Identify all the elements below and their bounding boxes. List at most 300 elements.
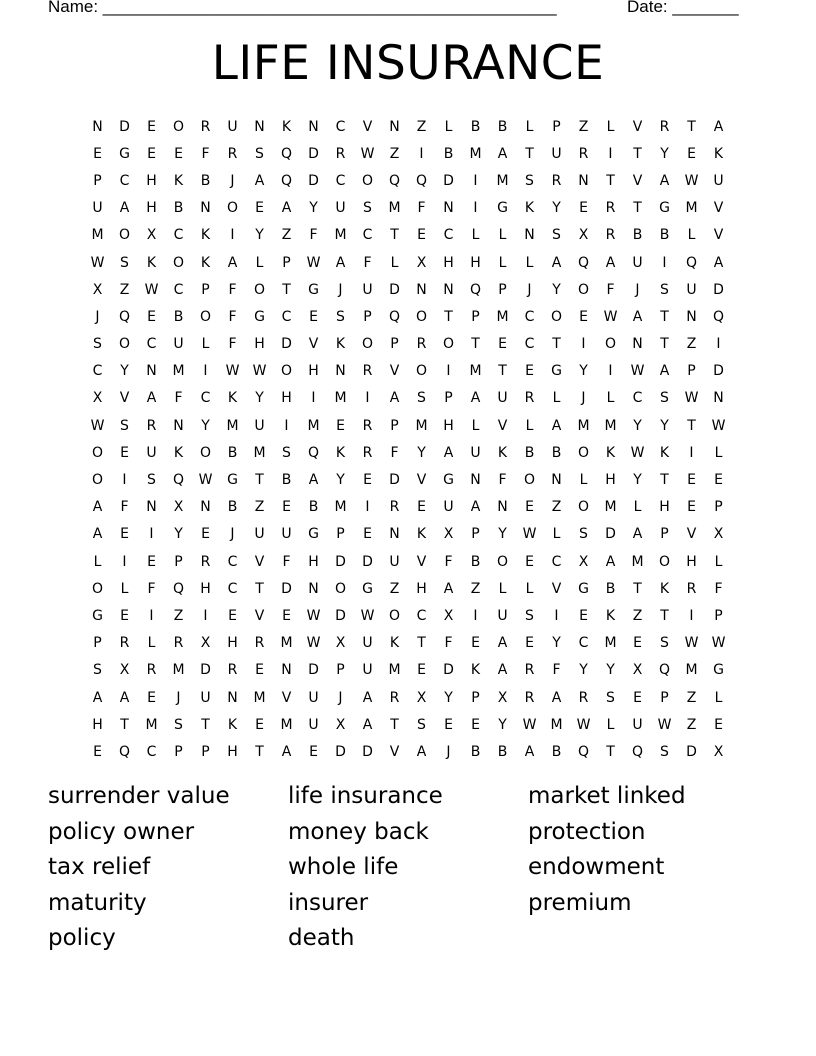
grid-letter: K bbox=[659, 580, 670, 597]
word-list-item: money back bbox=[288, 818, 429, 845]
grid-letter: M bbox=[685, 200, 698, 217]
grid-letter: J bbox=[635, 281, 640, 298]
grid-letter: B bbox=[470, 553, 481, 570]
grid-letter: C bbox=[146, 336, 157, 353]
grid-letter: S bbox=[363, 200, 372, 217]
grid-letter: U bbox=[632, 254, 643, 271]
grid-letter: M bbox=[469, 363, 482, 380]
grid-letter: E bbox=[255, 662, 264, 679]
grid-letter: E bbox=[93, 145, 102, 162]
grid-letter: E bbox=[687, 472, 696, 489]
grid-letter: O bbox=[253, 281, 266, 298]
grid-letter: V bbox=[362, 118, 373, 135]
page-title: LIFE INSURANCE bbox=[211, 36, 605, 91]
grid-letter: Q bbox=[685, 254, 698, 271]
grid-letter: E bbox=[93, 743, 102, 760]
grid-letter: A bbox=[281, 743, 292, 760]
grid-letter: E bbox=[687, 145, 696, 162]
grid-letter: S bbox=[660, 743, 669, 760]
grid-letter: C bbox=[578, 635, 589, 652]
grid-letter: Y bbox=[633, 472, 642, 489]
grid-letter: L bbox=[498, 580, 507, 597]
grid-letter: A bbox=[227, 254, 238, 271]
grid-letter: O bbox=[91, 444, 104, 461]
grid-letter: F bbox=[147, 580, 156, 597]
grid-letter: N bbox=[308, 118, 319, 135]
grid-letter: K bbox=[389, 635, 400, 652]
name-field-label: Name: ________________________________________________ bbox=[48, 0, 557, 16]
grid-letter: P bbox=[471, 308, 480, 325]
grid-letter: L bbox=[525, 417, 534, 434]
grid-letter: P bbox=[687, 363, 696, 380]
grid-letter: W bbox=[306, 607, 321, 624]
grid-letter: V bbox=[551, 580, 562, 597]
grid-letter: A bbox=[713, 118, 724, 135]
grid-letter: L bbox=[525, 254, 534, 271]
header bbox=[48, 0, 748, 17]
grid-letter: N bbox=[389, 526, 400, 543]
grid-letter: G bbox=[713, 662, 724, 679]
grid-letter: A bbox=[443, 444, 454, 461]
grid-letter: Q bbox=[280, 172, 293, 189]
grid-letter: O bbox=[442, 336, 455, 353]
grid-letter: E bbox=[120, 526, 129, 543]
grid-letter: O bbox=[91, 580, 104, 597]
grid-letter: A bbox=[389, 390, 400, 407]
grid-letter: P bbox=[471, 526, 480, 543]
grid-letter: U bbox=[308, 716, 319, 733]
grid-letter: L bbox=[579, 472, 588, 489]
grid-letter: M bbox=[550, 716, 563, 733]
grid-letter: E bbox=[417, 499, 426, 516]
grid-letter: I bbox=[203, 363, 208, 380]
grid-letter: C bbox=[632, 390, 643, 407]
grid-letter: M bbox=[415, 417, 428, 434]
grid-letter: M bbox=[388, 200, 401, 217]
grid-letter: T bbox=[660, 472, 669, 489]
grid-letter: A bbox=[659, 363, 670, 380]
word-list-item: whole life bbox=[288, 854, 399, 881]
grid-letter: T bbox=[390, 716, 399, 733]
grid-letter: B bbox=[632, 227, 643, 244]
grid-letter: L bbox=[606, 118, 615, 135]
grid-letter: V bbox=[632, 172, 643, 189]
grid-letter: U bbox=[254, 417, 265, 434]
grid-letter: T bbox=[660, 607, 669, 624]
grid-letter: Y bbox=[660, 145, 669, 162]
grid-letter: S bbox=[660, 281, 669, 298]
grid-letter: G bbox=[659, 200, 670, 217]
grid-letter: T bbox=[633, 200, 642, 217]
grid-letter: Z bbox=[578, 118, 589, 135]
grid-letter: V bbox=[632, 118, 643, 135]
grid-letter: P bbox=[174, 553, 183, 570]
grid-letter: Z bbox=[470, 580, 481, 597]
grid-letter: I bbox=[662, 254, 667, 271]
grid-letter: J bbox=[338, 281, 343, 298]
grid-letter: W bbox=[90, 417, 105, 434]
grid-letter: A bbox=[551, 689, 562, 706]
grid-letter: S bbox=[417, 716, 426, 733]
grid-letter: C bbox=[551, 553, 562, 570]
grid-letter: W bbox=[360, 145, 375, 162]
grid-letter: W bbox=[198, 472, 213, 489]
grid-letter: E bbox=[147, 145, 156, 162]
grid-letter: E bbox=[282, 607, 291, 624]
grid-letter: Z bbox=[254, 499, 265, 516]
grid-letter: P bbox=[363, 308, 372, 325]
grid-letter: O bbox=[523, 472, 536, 489]
grid-letter: X bbox=[146, 227, 157, 244]
grid-letter: I bbox=[365, 499, 370, 516]
grid-letter: M bbox=[172, 363, 185, 380]
grid-letter: M bbox=[253, 689, 266, 706]
grid-letter: U bbox=[497, 390, 508, 407]
grid-letter: F bbox=[444, 635, 453, 652]
grid-letter: X bbox=[578, 553, 589, 570]
grid-letter: K bbox=[605, 444, 616, 461]
grid-letter: K bbox=[659, 444, 670, 461]
grid-letter: N bbox=[200, 200, 211, 217]
grid-letter: V bbox=[119, 390, 130, 407]
grid-letter: M bbox=[496, 308, 509, 325]
grid-letter: A bbox=[92, 526, 103, 543]
grid-letter: G bbox=[443, 472, 454, 489]
grid-letter: D bbox=[335, 553, 346, 570]
grid-letter: K bbox=[470, 662, 481, 679]
grid-letter: R bbox=[524, 689, 535, 706]
grid-letter: R bbox=[524, 390, 535, 407]
grid-letter: D bbox=[308, 662, 319, 679]
grid-letter: T bbox=[660, 308, 669, 325]
grid-letter: U bbox=[362, 662, 373, 679]
grid-letter: S bbox=[174, 716, 183, 733]
grid-letter: C bbox=[146, 743, 157, 760]
grid-letter: M bbox=[334, 499, 347, 516]
grid-letter: O bbox=[334, 580, 347, 597]
grid-letter: P bbox=[336, 526, 345, 543]
grid-letter: V bbox=[713, 200, 724, 217]
grid-letter: D bbox=[389, 281, 400, 298]
grid-letter: B bbox=[551, 743, 562, 760]
grid-letter: Y bbox=[660, 417, 669, 434]
grid-letter: R bbox=[362, 417, 373, 434]
grid-row bbox=[84, 167, 732, 194]
grid-letter: I bbox=[203, 607, 208, 624]
word-list-item: endowment bbox=[528, 854, 665, 881]
grid-letter: Z bbox=[632, 607, 643, 624]
word-list-item: life insurance bbox=[288, 783, 443, 809]
grid-letter: Z bbox=[416, 118, 427, 135]
grid-letter: I bbox=[608, 145, 613, 162]
grid-letter: P bbox=[93, 172, 102, 189]
grid-letter: X bbox=[92, 390, 103, 407]
grid-letter: N bbox=[632, 336, 643, 353]
grid-letter: D bbox=[686, 743, 697, 760]
grid-letter: G bbox=[551, 363, 562, 380]
word-list-column bbox=[288, 779, 528, 957]
grid-letter: Y bbox=[579, 363, 588, 380]
grid-letter: R bbox=[524, 662, 535, 679]
grid-letter: C bbox=[227, 553, 238, 570]
grid-letter: B bbox=[227, 499, 238, 516]
grid-letter: P bbox=[390, 336, 399, 353]
grid-letter: F bbox=[228, 308, 237, 325]
grid-letter: L bbox=[390, 254, 399, 271]
grid-letter: N bbox=[578, 172, 589, 189]
grid-letter: D bbox=[362, 553, 373, 570]
grid-row bbox=[84, 738, 732, 765]
grid-letter: Z bbox=[119, 281, 130, 298]
grid-letter: P bbox=[471, 689, 480, 706]
grid-row bbox=[84, 358, 732, 385]
grid-letter: E bbox=[147, 689, 156, 706]
grid-letter: M bbox=[145, 716, 158, 733]
grid-letter: O bbox=[172, 254, 185, 271]
grid-letter: W bbox=[522, 716, 537, 733]
grid-letter: N bbox=[308, 580, 319, 597]
grid-letter: M bbox=[604, 635, 617, 652]
grid-letter: R bbox=[389, 689, 400, 706]
grid-letter: Q bbox=[577, 254, 590, 271]
grid-row bbox=[84, 657, 732, 684]
grid-letter: X bbox=[200, 635, 211, 652]
grid-letter: T bbox=[498, 363, 507, 380]
grid-letter: T bbox=[606, 172, 615, 189]
grid-letter: W bbox=[144, 281, 159, 298]
grid-letter: K bbox=[200, 227, 211, 244]
grid-letter: T bbox=[255, 743, 264, 760]
word-list bbox=[48, 779, 768, 957]
grid-letter: F bbox=[417, 200, 426, 217]
grid-letter: R bbox=[578, 689, 589, 706]
grid-letter: Q bbox=[415, 172, 428, 189]
grid-letter: K bbox=[227, 390, 238, 407]
grid-letter: O bbox=[388, 607, 401, 624]
grid-letter: R bbox=[227, 662, 238, 679]
grid-letter: I bbox=[122, 472, 127, 489]
grid-letter: A bbox=[254, 172, 265, 189]
grid-letter: O bbox=[91, 472, 104, 489]
grid-letter: K bbox=[713, 145, 724, 162]
grid-letter: B bbox=[308, 499, 319, 516]
grid-letter: T bbox=[525, 145, 534, 162]
grid-letter: A bbox=[308, 472, 319, 489]
grid-letter: K bbox=[173, 172, 184, 189]
grid-letter: U bbox=[335, 200, 346, 217]
grid-letter: E bbox=[579, 200, 588, 217]
grid-letter: U bbox=[92, 200, 103, 217]
grid-letter: R bbox=[362, 363, 373, 380]
grid-letter: C bbox=[524, 336, 535, 353]
grid-letter: Q bbox=[172, 472, 185, 489]
grid-letter: T bbox=[606, 743, 615, 760]
word-list-item: premium bbox=[528, 889, 632, 916]
grid-letter: R bbox=[200, 118, 211, 135]
grid-letter: D bbox=[281, 580, 292, 597]
grid-letter: G bbox=[308, 281, 319, 298]
grid-letter: D bbox=[308, 172, 319, 189]
grid-letter: D bbox=[362, 743, 373, 760]
grid-letter: T bbox=[444, 308, 453, 325]
grid-letter: G bbox=[362, 580, 373, 597]
grid-letter: V bbox=[281, 689, 292, 706]
grid-letter: E bbox=[525, 553, 534, 570]
grid-letter: O bbox=[118, 336, 131, 353]
word-list-item: policy owner bbox=[48, 818, 195, 845]
grid-letter: B bbox=[470, 118, 481, 135]
grid-letter: I bbox=[473, 200, 478, 217]
grid-letter: E bbox=[255, 716, 264, 733]
grid-letter: K bbox=[416, 526, 427, 543]
grid-letter: B bbox=[659, 227, 670, 244]
grid-letter: E bbox=[579, 308, 588, 325]
grid-letter: E bbox=[228, 607, 237, 624]
grid-letter: K bbox=[227, 716, 238, 733]
grid-letter: O bbox=[577, 444, 590, 461]
grid-letter: K bbox=[173, 444, 184, 461]
grid-letter: R bbox=[605, 200, 616, 217]
grid-letter: I bbox=[284, 417, 289, 434]
grid-letter: J bbox=[338, 689, 343, 706]
grid-letter: L bbox=[687, 227, 696, 244]
grid-letter: E bbox=[201, 526, 210, 543]
grid-letter: X bbox=[92, 281, 103, 298]
grid-letter: P bbox=[660, 526, 669, 543]
grid-letter: B bbox=[173, 308, 184, 325]
grid-row bbox=[84, 548, 732, 575]
grid-letter: Y bbox=[336, 472, 345, 489]
grid-letter: P bbox=[282, 254, 291, 271]
grid-letter: E bbox=[633, 689, 642, 706]
grid-letter: A bbox=[524, 743, 535, 760]
grid-letter: E bbox=[336, 417, 345, 434]
grid-letter: F bbox=[714, 580, 723, 597]
grid-row bbox=[84, 466, 732, 493]
grid-letter: C bbox=[92, 363, 103, 380]
grid-letter: Z bbox=[389, 145, 400, 162]
word-list-item: policy bbox=[48, 925, 116, 952]
grid-letter: P bbox=[552, 118, 561, 135]
word-list-item: insurer bbox=[288, 889, 369, 916]
grid-letter: T bbox=[633, 145, 642, 162]
grid-letter: Y bbox=[417, 444, 426, 461]
grid-letter: E bbox=[417, 662, 426, 679]
grid-letter: A bbox=[443, 580, 454, 597]
grid-letter: R bbox=[362, 444, 373, 461]
grid-letter: L bbox=[498, 254, 507, 271]
grid-letter: A bbox=[632, 308, 643, 325]
grid-letter: Q bbox=[118, 308, 131, 325]
grid-letter: Y bbox=[579, 662, 588, 679]
grid-letter: L bbox=[714, 689, 723, 706]
grid-letter: P bbox=[714, 607, 723, 624]
grid-letter: U bbox=[686, 281, 697, 298]
grid-letter: O bbox=[577, 499, 590, 516]
grid-letter: W bbox=[306, 635, 321, 652]
grid-letter: I bbox=[122, 553, 127, 570]
grid-letter: W bbox=[225, 363, 240, 380]
grid-letter: S bbox=[120, 417, 129, 434]
grid-letter: L bbox=[606, 390, 615, 407]
grid-letter: X bbox=[119, 662, 130, 679]
grid-letter: S bbox=[93, 336, 102, 353]
grid-letter: Q bbox=[172, 580, 185, 597]
grid-letter: A bbox=[416, 743, 427, 760]
grid-letter: S bbox=[525, 607, 534, 624]
grid-letter: R bbox=[335, 145, 346, 162]
grid-letter: L bbox=[714, 553, 723, 570]
grid-row bbox=[84, 575, 732, 602]
grid-letter: U bbox=[389, 553, 400, 570]
grid-letter: E bbox=[417, 227, 426, 244]
grid-letter: C bbox=[335, 172, 346, 189]
grid-letter: P bbox=[201, 743, 210, 760]
grid-letter: E bbox=[525, 499, 534, 516]
grid-letter: A bbox=[713, 254, 724, 271]
grid-letter: N bbox=[497, 499, 508, 516]
grid-letter: T bbox=[633, 580, 642, 597]
grid-letter: O bbox=[496, 553, 509, 570]
grid-row bbox=[84, 439, 732, 466]
grid-letter: M bbox=[253, 444, 266, 461]
grid-letter: G bbox=[227, 472, 238, 489]
grid-letter: P bbox=[660, 689, 669, 706]
grid-letter: Z bbox=[281, 227, 292, 244]
grid-letter: I bbox=[230, 227, 235, 244]
grid-letter: Q bbox=[388, 308, 401, 325]
grid-letter: M bbox=[280, 635, 293, 652]
grid-letter: T bbox=[255, 580, 264, 597]
grid-letter: B bbox=[200, 172, 211, 189]
grid-letter: T bbox=[552, 336, 561, 353]
grid-letter: S bbox=[579, 526, 588, 543]
grid-letter: H bbox=[281, 390, 292, 407]
grid-letter: H bbox=[443, 417, 454, 434]
grid-letter: O bbox=[361, 336, 374, 353]
grid-letter: X bbox=[416, 689, 427, 706]
grid-letter: E bbox=[579, 607, 588, 624]
grid-letter: Y bbox=[120, 363, 129, 380]
grid-letter: B bbox=[173, 200, 184, 217]
grid-row bbox=[84, 521, 732, 548]
grid-letter: W bbox=[360, 607, 375, 624]
grid-letter: U bbox=[551, 145, 562, 162]
grid-letter: D bbox=[713, 363, 724, 380]
grid-letter: O bbox=[361, 172, 374, 189]
grid-letter: O bbox=[415, 363, 428, 380]
grid-letter: L bbox=[525, 580, 534, 597]
grid-letter: W bbox=[657, 716, 672, 733]
grid-letter: J bbox=[581, 390, 586, 407]
grid-letter: H bbox=[92, 716, 103, 733]
grid-letter: M bbox=[172, 662, 185, 679]
grid-letter: F bbox=[444, 553, 453, 570]
grid-letter: S bbox=[93, 662, 102, 679]
grid-letter: A bbox=[362, 716, 373, 733]
grid-letter: F bbox=[282, 553, 291, 570]
grid-letter: L bbox=[714, 444, 723, 461]
grid-row bbox=[84, 412, 732, 439]
grid-row bbox=[84, 222, 732, 249]
grid-row bbox=[84, 303, 732, 330]
grid-letter: Y bbox=[255, 390, 264, 407]
grid-letter: W bbox=[684, 635, 699, 652]
grid-letter: C bbox=[119, 172, 130, 189]
grid-letter: D bbox=[443, 662, 454, 679]
grid-letter: T bbox=[417, 635, 426, 652]
grid-letter: M bbox=[388, 662, 401, 679]
